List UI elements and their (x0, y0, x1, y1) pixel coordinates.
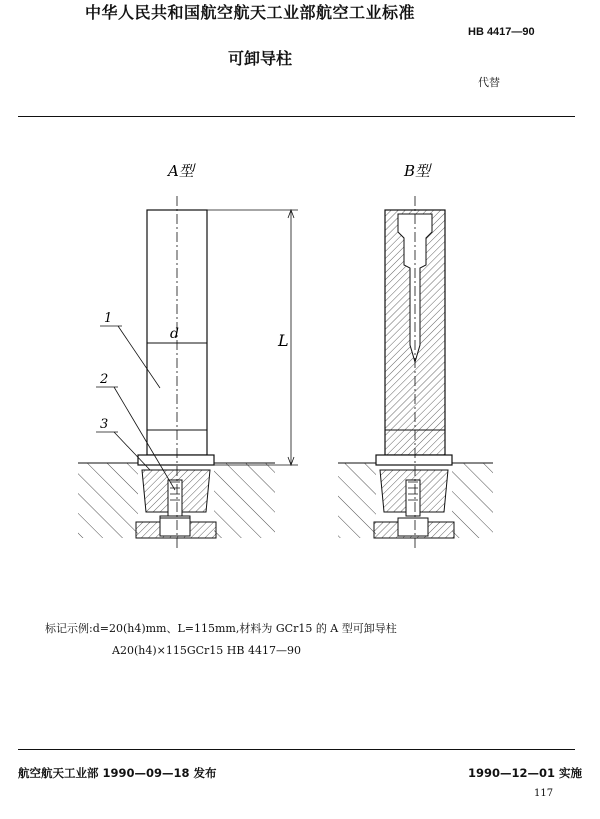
dim-L: L (278, 331, 289, 350)
type-a-view (78, 162, 298, 548)
type-a-label: A型 (168, 162, 194, 180)
page-number: 117 (534, 788, 554, 799)
header-rule (18, 116, 575, 117)
callout-1: 1 (104, 311, 113, 326)
callout-2: 2 (100, 372, 109, 387)
standard-title: 中华人民共和国航空航天工业部航空工业标准 (85, 3, 416, 22)
marking-example-code: A20(h4)×115GCr15 HB 4417—90 (112, 644, 301, 657)
flange-a (138, 455, 214, 465)
issue-date: 航空航天工业部 1990—09—18 发布 (18, 766, 217, 780)
footer-rule (18, 749, 575, 750)
type-b-view (338, 162, 493, 548)
dim-d: d (170, 326, 179, 342)
technical-drawing (0, 130, 600, 560)
callout-3: 3 (100, 417, 109, 432)
part-name: 可卸导柱 (228, 49, 293, 68)
type-b-label: B型 (404, 162, 431, 180)
marking-example: 标记示例:d=20(h4)mm、L=115mm,材料为 GCr15 的 A 型可卸导柱 (45, 622, 397, 635)
effective-date: 1990—12—01 实施 (468, 766, 583, 780)
standard-code: HB 4417—90 (468, 26, 535, 38)
replaces-label: 代替 (478, 76, 500, 89)
